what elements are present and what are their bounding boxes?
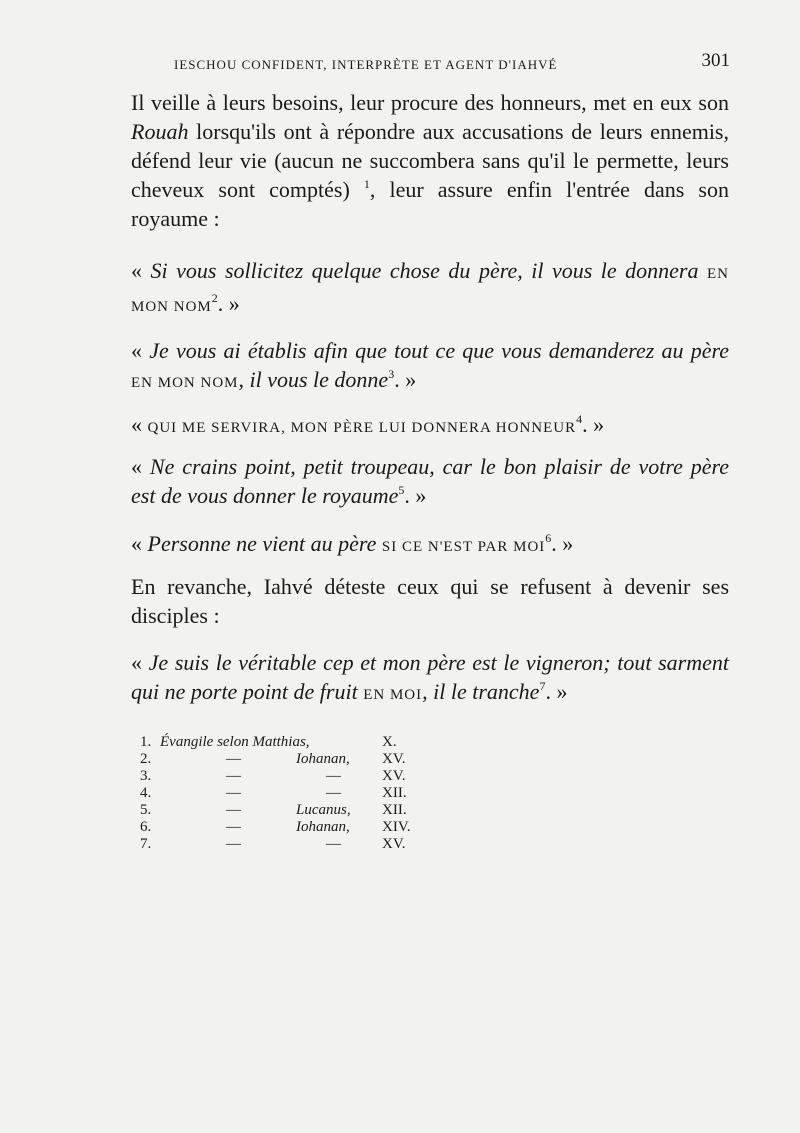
footnote-book: Lucanus, [296, 802, 351, 818]
paragraph-1-text-a: Il veille à leurs besoins, leur procure des honneurs, met en eux son [131, 90, 729, 115]
page-number: 301 [701, 50, 730, 71]
quote-text: Ne crains point, petit troupeau, car le bon plaisir de votre père est de vous donner le royaume [131, 454, 730, 508]
footnote [140, 785, 440, 802]
footnote-chapter: XV. [382, 751, 406, 767]
rouah-term: Rouah [131, 119, 189, 144]
quote-close: . » [545, 679, 568, 704]
footnote-ref-5: 5 [398, 483, 405, 497]
footnote-number: 1. [140, 734, 152, 750]
footnote-number: 7. [140, 836, 152, 852]
quote-1 [107, 256, 729, 322]
footnote-ditto: — [226, 802, 241, 818]
footnote-ditto: — [226, 819, 241, 835]
footnote-source: Évangile selon Matthias, [160, 734, 310, 750]
quote-close: . » [404, 483, 427, 508]
footnote-book-ditto: — [326, 785, 341, 801]
quote-smallcaps: EN MOI [363, 687, 423, 703]
footnote-chapter: XII. [382, 785, 407, 801]
quote-smallcaps: EN MON NOM [131, 375, 239, 391]
footnote-number: 2. [140, 751, 152, 767]
footnotes [140, 734, 440, 853]
paragraph-1 [107, 88, 729, 233]
quote-smallcaps: SI CE N'EST PAR MOI [381, 539, 546, 555]
quote-open: « [131, 412, 148, 437]
quote-open: « [131, 531, 148, 556]
quote-3 [107, 410, 729, 443]
quote-5 [107, 529, 729, 562]
quote-smallcaps: EN MON NOM [131, 266, 730, 315]
footnote [140, 768, 440, 785]
footnote-ditto: — [226, 751, 241, 767]
footnote-ditto: — [226, 836, 241, 852]
quote-close: . » [394, 367, 417, 392]
quote-open: « [131, 338, 150, 363]
quote-close: . » [551, 531, 574, 556]
footnote-ref-7: 7 [539, 679, 546, 693]
footnote-chapter: XIV. [382, 819, 411, 835]
footnote-number: 3. [140, 768, 152, 784]
footnote-chapter: XV. [382, 836, 406, 852]
quote-text-2: , il le tranche [422, 679, 540, 704]
footnote-number: 5. [140, 802, 152, 818]
footnote-ditto: — [226, 785, 241, 801]
quote-text: Je suis le véritable cep et mon père est le vigneron; tout sarment qui ne porte point de fruit [131, 650, 730, 704]
quote-open: « [131, 258, 151, 283]
footnote [140, 836, 440, 853]
quote-text: Je vous ai établis afin que tout ce que vous demanderez au père [149, 338, 729, 363]
quote-6 [107, 648, 729, 710]
quote-2 [107, 336, 729, 398]
footnote-book: Iohanan, [296, 751, 350, 767]
footnote-chapter: XV. [382, 768, 406, 784]
quote-open: « [131, 454, 150, 479]
footnote-chapter: X. [382, 734, 397, 750]
footnote [140, 819, 440, 836]
quote-smallcaps: QUI ME SERVIRA, MON PÈRE LUI DONNERA HONNEUR [147, 420, 577, 436]
quote-text: Si vous sollicitez quelque chose du père, il vous le donnera [150, 258, 708, 283]
footnote-ref-2: 2 [211, 291, 218, 305]
footnote-ref-6: 6 [545, 531, 552, 545]
paragraph-1-text-b: lorsqu'ils ont à répondre aux accusations de leurs ennemis, défend leur vie (aucun ne succombera sans qu'il le permette, leurs cheveux sont comptés) [131, 119, 729, 202]
footnote-ref-1: 1 [363, 177, 370, 191]
quote-text: Personne ne vient au père [147, 531, 382, 556]
quote-4 [107, 452, 729, 510]
footnote [140, 751, 440, 768]
quote-text-2: , il vous le donne [238, 367, 389, 392]
quote-open: « [131, 650, 149, 675]
footnote-book-ditto: — [326, 836, 341, 852]
footnote-number: 4. [140, 785, 152, 801]
footnote-ref-4: 4 [576, 412, 583, 426]
footnote-book: Iohanan, [296, 819, 350, 835]
quote-close: . » [582, 412, 605, 437]
paragraph-1-text-c: , leur assure enfin l'entrée dans son royaume : [131, 177, 729, 231]
footnote-book-ditto: — [326, 768, 341, 784]
paragraph-2 [107, 572, 729, 630]
footnote [140, 734, 440, 751]
quote-close: . » [217, 291, 240, 316]
footnote [140, 802, 440, 819]
footnote-ref-3: 3 [388, 367, 395, 381]
footnote-chapter: XII. [382, 802, 407, 818]
footnote-number: 6. [140, 819, 152, 835]
running-title: IESCHOU CONFIDENT, INTERPRÈTE ET AGENT D'IAHVÉ [174, 57, 558, 72]
paragraph-2-text: En revanche, Iahvé déteste ceux qui se refusent à devenir ses disciples : [131, 574, 729, 628]
footnote-ditto: — [226, 768, 241, 784]
